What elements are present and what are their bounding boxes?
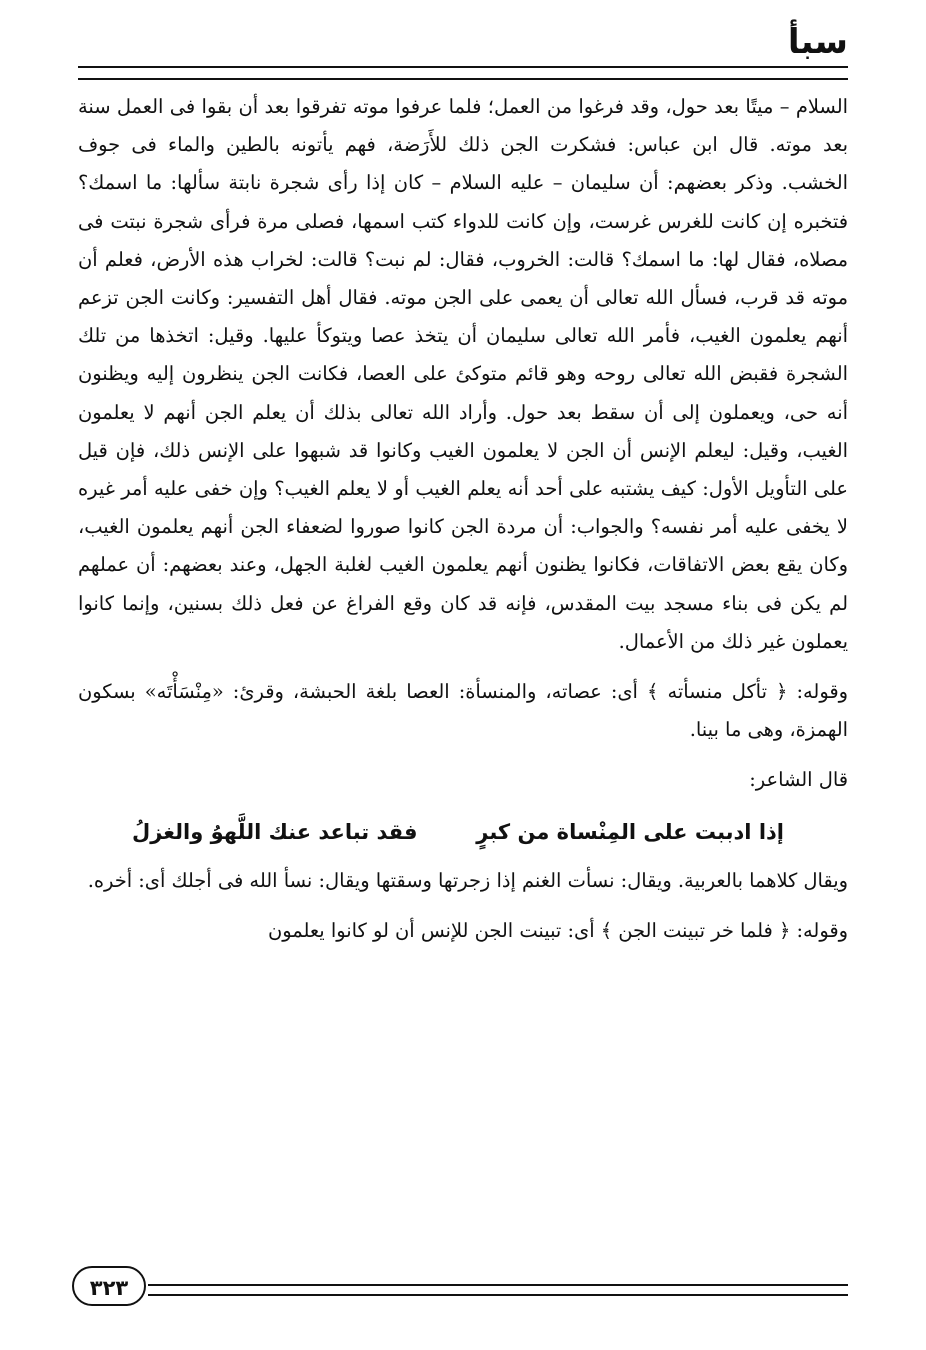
paragraph-poet-intro: قال الشاعر:: [749, 768, 848, 792]
footer-double-rule: [148, 1284, 848, 1296]
page-number-badge: ٣٢٣: [72, 1266, 146, 1306]
running-head-surah-title: سبأ: [787, 22, 848, 62]
page-body: [78, 88, 848, 950]
verse-second-hemistich: فقد تباعد عنك اللَّهوُ والغزلُ: [132, 819, 418, 844]
paragraph-commentary: السلام – ميتًا بعد حول، وقد فرغوا من العمل؛ فلما عرفوا موته تفرقوا بعد أن بقوا فى العمل سنة بعد موته. قال ابن عباس: فشكرت الجن ذلك للأَرَضة، فهم يأتونه بالطين والماء فى جوف الخشب. وذكر بعضهم: أن سليمان – عليه السلام – كان إذا رأى شجرة نابتة سألها: ما اسمك؟ فتخبره إن كانت للغرس غرست، وإن كانت للدواء كتب اسمها، فصلى مرة فرأى شجرة نبتت فى مصلاه، فقال لها: ما اسمك؟ قالت: الخروب، فقال: لم نبت؟ قالت: لخراب هذه الأرض، فعلم أن موته قد قرب، فسأل الله تعالى أن يعمى على الجن موته. فقال أهل التفسير: وكانت الجن تزعم أنهم يعلمون الغيب، فأمر الله تعالى سليمان أن يتخذ عصا ويتوكأ عليها. وقيل: اتخذها من تلك الشجرة فقبض الله تعالى روحه وهو قائم متوكئ على العصا، فكانت الجن ينظرون إليه ويظنون أنه حى، ويعملون إلى أن سقط بعد حول. وأراد الله تعالى بذلك أن يعلم الجن أنهم لا يعلمون الغيب، وقيل: ليعلم الإنس أن الجن لا يعلمون الغيب وكانوا قد شبهوا على الإنس ذلك، فإن قيل على التأويل الأول: كيف يشتبه على أحد أنه يعلم الغيب أو لا يعلم الغيب؟ وإن خفى عليه أمر غيره لا يخفى عليه أمر نفسه؟ والجواب: أن مردة الجن كانوا صوروا لضعفاء الجن أنهم يعلمون الغيب، وكان يقع بعض الاتفاقات، فكانوا يظنون أنهم يعلمون الغيب لغلبة الجهل، وعند بعضهم: أن عملهم لم يكن فى بناء مسجد بيت المقدس، فإنه قد كان وقع الفراغ عن فعل ذلك بسنين، وإنما كانوا يعملون غير ذلك من الأعمال.: [78, 95, 848, 653]
verse-first-hemistich: إذا ادببت على المِنْساة من كبرٍ: [476, 819, 784, 844]
paragraph-quran-word-explanation: وقوله: ﴿ تأكل منسأته ﴾ أى: عصاته، والمنسأة: العصا بلغة الحبشة، وقرئ: «مِنْسَأْتَه» بسكون الهمزة، وهى ما بينا.: [78, 680, 848, 742]
paragraph-after-verse: ويقال كلاهما بالعربية. ويقال: نسأت الغنم إذا زجرتها وسقتها ويقال: نسأ الله فى أجلك أى: أخره.: [87, 868, 848, 892]
header-double-rule: [78, 66, 848, 80]
paragraph-next-verse-comment: وقوله: ﴿ فلما خر تبينت الجن ﴾ أى: تبينت الجن للإنس أن لو كانوا يعلمون: [268, 918, 848, 942]
poetry-verse: [132, 812, 784, 852]
